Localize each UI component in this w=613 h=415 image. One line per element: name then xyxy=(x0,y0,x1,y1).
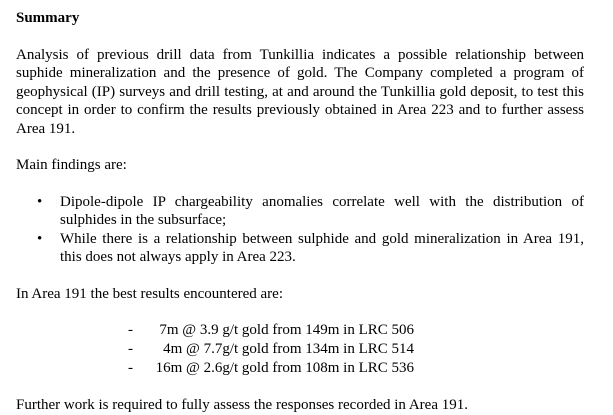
finding-item xyxy=(16,230,584,267)
dash-icon: - xyxy=(128,322,133,338)
spacer xyxy=(16,175,584,193)
spacer xyxy=(16,138,584,156)
spacer xyxy=(16,303,584,321)
results-list xyxy=(16,321,584,378)
summary-heading: Summary xyxy=(16,10,80,26)
document-page xyxy=(16,9,584,415)
result-item xyxy=(16,340,584,359)
closing-paragraph: Further work is required to fully assess the responses recorded in Area 191. xyxy=(16,397,468,413)
spacer xyxy=(16,378,584,396)
findings-list xyxy=(16,193,584,267)
result-item xyxy=(16,359,584,378)
dash-icon: - xyxy=(128,341,133,357)
bullet-icon: • xyxy=(37,230,43,247)
spacer xyxy=(16,28,584,46)
dash-icon: - xyxy=(128,360,133,376)
finding-item xyxy=(16,193,584,230)
results-lead: In Area 191 the best results encountered are: xyxy=(16,285,283,302)
finding-text: Dipole-dipole IP chargeability anomalies correlate well with the distribution of sulphides in the subsurface; xyxy=(60,193,584,228)
finding-text: While there is a relationship between sulphide and gold mineralization in Area 191, this does not always apply in Area 223. xyxy=(60,230,584,265)
result-text: 4m @ 7.7g/t gold from 134m in LRC 514 xyxy=(163,341,414,357)
intro-paragraph: Analysis of previous drill data from Tunkillia indicates a possible relationship between suphide mineralization and the presence of gold. The Company completed a program of geophysical (IP) surveys and drill testing, at and around the Tunkillia gold deposit, to test this concept in order to confirm the results previously obtained in Area 223 and to further assess Area 191. xyxy=(16,46,584,137)
bullet-icon: • xyxy=(37,193,43,210)
result-item xyxy=(16,321,584,340)
findings-lead: Main findings are: xyxy=(16,157,127,173)
spacer xyxy=(16,267,584,285)
result-text: 7m @ 3.9 g/t gold from 149m in LRC 506 xyxy=(159,322,414,338)
result-text: 16m @ 2.6g/t gold from 108m in LRC 536 xyxy=(155,360,414,376)
